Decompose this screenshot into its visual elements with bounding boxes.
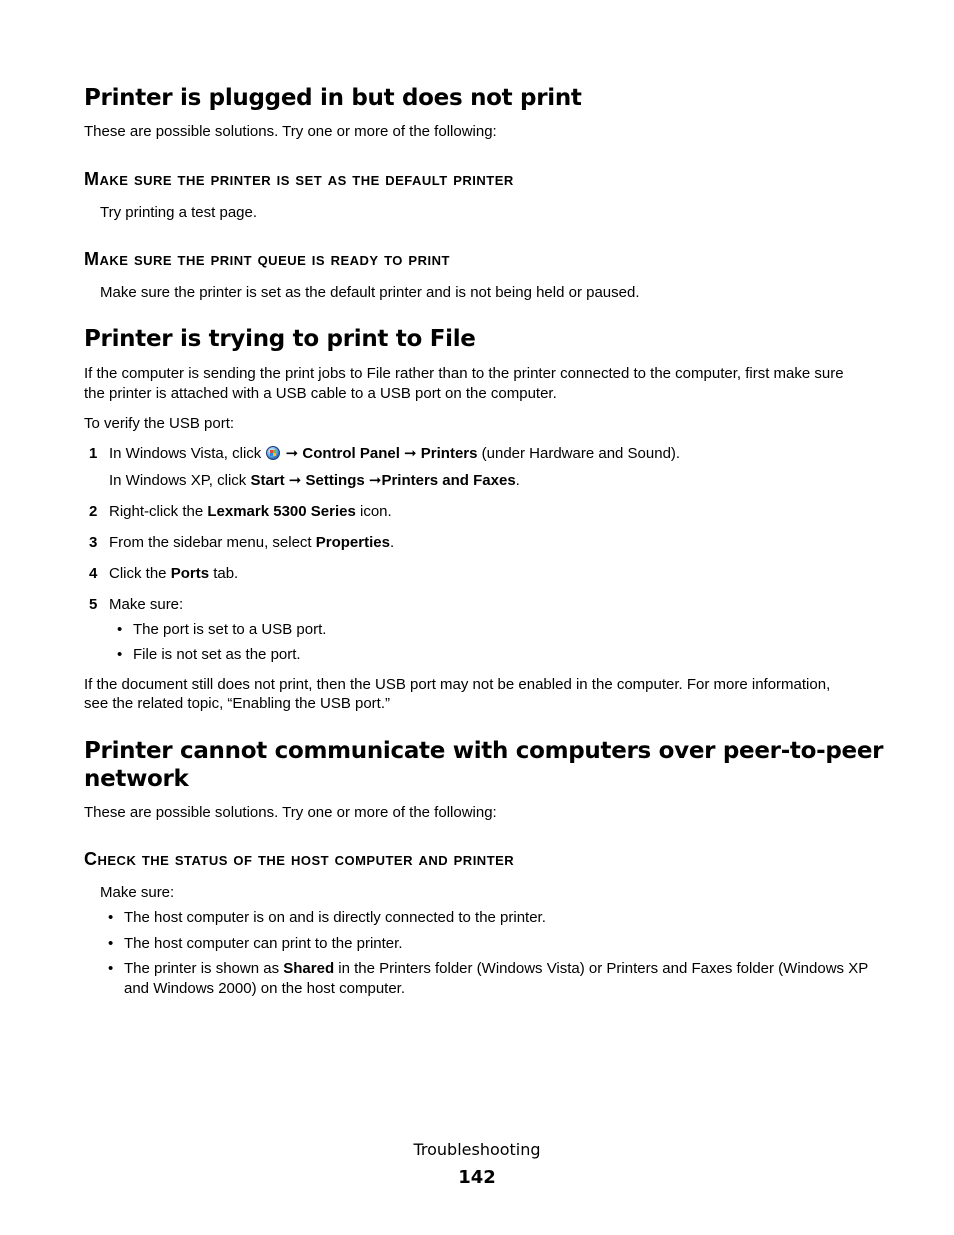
subheading-host-status: Check the status of the host computer and printer	[84, 849, 515, 869]
shared-suffix-line2: and Windows 2000) on the host computer.	[124, 980, 406, 997]
step-4-suffix: tab.	[209, 565, 239, 582]
step-4-bold: Ports	[170, 565, 210, 582]
step-2-bold: Lexmark 5300 Series	[207, 503, 356, 520]
step-2-prefix: Right-click the	[109, 503, 208, 520]
section2-outro-line1: If the document still does not print, then the USB port may not be enabled in the computer. For more information,	[84, 676, 831, 693]
subheading-default-printer: Make sure the printer is set as the default printer	[84, 169, 514, 189]
step-5: Make sure:	[109, 596, 184, 613]
step-4-prefix: Click the	[109, 565, 171, 582]
default-printer-text: Try printing a test page.	[100, 204, 258, 221]
step-1-vista-suffix: (under Hardware and Sound).	[477, 445, 681, 462]
step-4	[109, 564, 238, 584]
step-3-suffix: .	[389, 534, 395, 551]
page-number: 142	[458, 1167, 496, 1188]
section3-intro: These are possible solutions. Try one or more of the following:	[84, 804, 497, 821]
section2-intro-line2: the printer is attached with a USB cable to a USB port on the computer.	[84, 385, 557, 402]
heading-plugged-in: Printer is plugged in but does not print	[84, 85, 582, 111]
substep-item: The port is set to a USB port.	[133, 621, 327, 638]
step-number: 3	[89, 534, 98, 551]
step-1-xp-suffix: .	[515, 472, 520, 489]
step-number: 1	[89, 445, 98, 462]
heading-peer-to-peer-line1: Printer cannot communicate with computers over peer-to-peer	[84, 738, 884, 764]
step-3	[109, 533, 394, 553]
step-3-bold: Properties	[315, 534, 390, 551]
step-2	[109, 502, 392, 522]
step-1-xp	[109, 471, 520, 491]
substep-item: File is not set as the port.	[133, 646, 301, 663]
subheading-print-queue: Make sure the print queue is ready to print	[84, 249, 450, 269]
step-1-xp-path: Start ➞ Settings ➞Printers and Faxes	[250, 472, 516, 489]
step-1-vista-prefix: In Windows Vista, click	[109, 445, 266, 462]
windows-vista-start-orb-icon	[266, 446, 280, 460]
step-1-vista	[109, 444, 680, 464]
step-number: 5	[89, 596, 98, 613]
step-3-prefix: From the sidebar menu, select	[109, 534, 316, 551]
bullet-icon: •	[117, 621, 123, 638]
step-2-suffix: icon.	[355, 503, 392, 520]
section1-intro: These are possible solutions. Try one or more of the following:	[84, 123, 497, 140]
bullet-icon: •	[108, 935, 114, 952]
shared-prefix: The printer is shown as	[124, 960, 284, 977]
step-1-vista-path: ➞ Control Panel ➞ Printers	[285, 445, 478, 462]
section2-outro-line2: see the related topic, “Enabling the USB port.”	[84, 695, 391, 712]
print-queue-text: Make sure the printer is set as the default printer and is not being held or paused.	[100, 284, 640, 301]
host-bullet-item: The host computer can print to the printer.	[124, 935, 403, 952]
heading-print-to-file: Printer is trying to print to File	[84, 326, 476, 352]
step-number: 4	[89, 565, 98, 582]
host-bullet-item: The host computer is on and is directly connected to the printer.	[124, 909, 546, 926]
step-number: 2	[89, 503, 98, 520]
heading-peer-to-peer-line2: network	[84, 766, 189, 792]
step-1-xp-prefix: In Windows XP, click	[109, 472, 251, 489]
host-status-text: Make sure:	[100, 884, 175, 901]
verify-usb-text: To verify the USB port:	[84, 415, 235, 432]
section2-intro-line1: If the computer is sending the print jobs to File rather than to the printer connected to the computer, first make sure	[84, 365, 844, 382]
footer-section-title: Troubleshooting	[413, 1140, 541, 1159]
host-bullet-item	[124, 959, 868, 979]
bullet-icon: •	[117, 646, 123, 663]
shared-bold: Shared	[283, 960, 335, 977]
bullet-icon: •	[108, 960, 114, 977]
shared-suffix-line1: in the Printers folder (Windows Vista) or Printers and Faxes folder (Windows XP	[334, 960, 869, 977]
bullet-icon: •	[108, 909, 114, 926]
